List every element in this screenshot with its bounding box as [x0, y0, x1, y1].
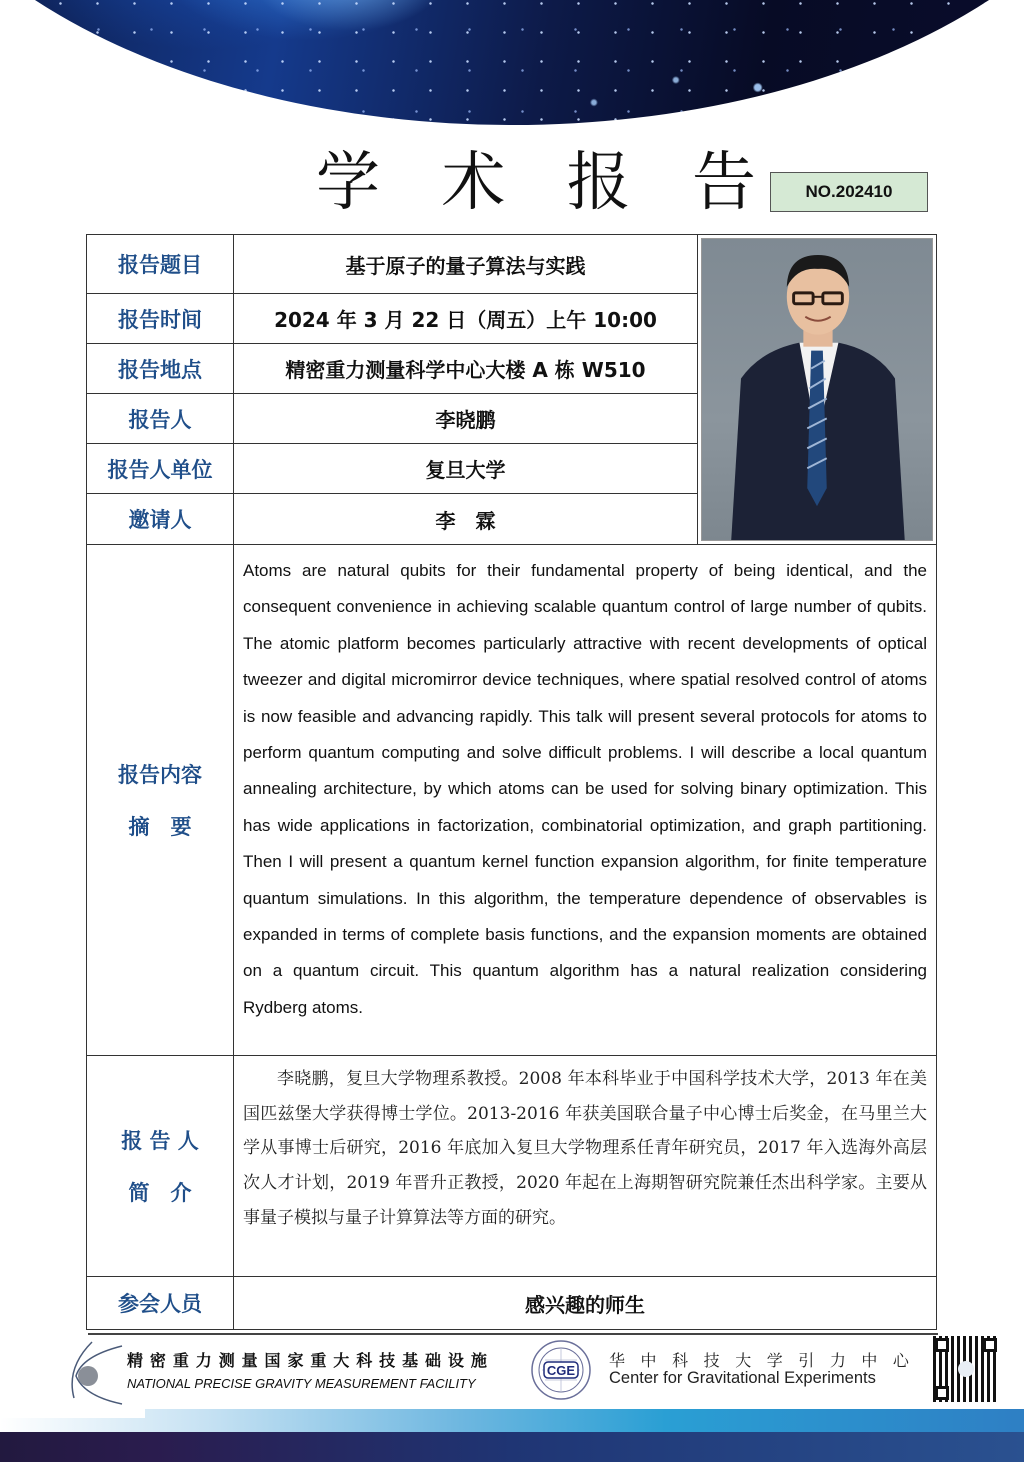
label-bio [87, 1056, 234, 1276]
title-char: 大 [735, 1351, 752, 1370]
title-char: 重 [310, 1351, 327, 1370]
label-topic: 报告题目 [87, 235, 234, 293]
value-time: 2024 年 3 月 22 日（周五）上午 10:00 [274, 308, 657, 332]
title-char: 国 [264, 1351, 281, 1370]
title-char: 基 [402, 1351, 419, 1370]
value-inviter: 李 霖 [435, 508, 496, 533]
center-name-cn [609, 1348, 909, 1371]
row-topic [87, 235, 697, 294]
footer-divider [88, 1333, 938, 1335]
title-char: 力 [195, 1351, 212, 1370]
facility-name-en: NATIONAL PRECISE GRAVITY MEASUREMENT FACILITY [127, 1376, 476, 1391]
title-char: 设 [447, 1351, 464, 1370]
report-info-table [86, 234, 937, 1330]
label-bio-line1: 报 告 人 [121, 1129, 199, 1153]
row-bio [87, 1056, 936, 1277]
title-char: 重 [172, 1351, 189, 1370]
gravity-facility-logo-icon [64, 1338, 124, 1408]
title-char: 心 [892, 1351, 909, 1370]
label-abstract-line1: 报告内容 [118, 763, 202, 787]
star-field [0, 0, 1024, 125]
band-notch [0, 1409, 145, 1418]
title-char: 报 [566, 146, 631, 220]
speaker-photo-cell [697, 235, 936, 544]
galaxy-banner-frame [0, 0, 1024, 125]
value-speaker: 李晓鹏 [435, 408, 496, 432]
label-abstract-line2: 摘 要 [128, 815, 192, 839]
info-rows [87, 235, 697, 544]
title-char: 中 [861, 1351, 878, 1370]
report-number-badge: NO.202410 [770, 172, 928, 212]
row-affiliation [87, 444, 697, 494]
label-affiliation: 报告人单位 [87, 444, 234, 493]
row-attendees [87, 1277, 936, 1329]
label-time: 报告时间 [87, 294, 234, 343]
page-title [316, 138, 756, 228]
row-abstract [87, 545, 936, 1056]
abstract-text: Atoms are natural qubits for their fundamental property of being identical, and the consequent convenience in achieving scalable quantum control of large number of qubits. The atomic platform becomes particularly attractive with recent developments of optical tweezer and digital micromirror device techniques, where spatial resolved control of atoms is now feasible and advancing rapidly. This talk will present several protocols for atoms to perform quantum computing and solve difficult problems. I will describe a local quantum annealing architecture, by which atoms can be used for solving binary optimization. This has wide applications in factorization, combinatorial optimization, and graph partitioning. Then I will present a quantum kernel function expansion algorithm, for finite temperature quantum simulations. In this algorithm, the temperature dependence of observables is expanded in terms of complete basis functions, and the expansion moments are obtained on a quantum circuit. This quantum algorithm has a natural realization considering Rydberg atoms. [243, 561, 927, 1017]
label-attendees: 参会人员 [87, 1277, 234, 1329]
value-attendees: 感兴趣的师生 [525, 1292, 645, 1317]
label-abstract [87, 545, 234, 1055]
title-char: 测 [218, 1351, 235, 1370]
value-location: 精密重力测量科学中心大楼 A 栋 W510 [285, 358, 646, 382]
row-speaker [87, 394, 697, 444]
qr-finder-icon [935, 1386, 949, 1400]
label-speaker: 报告人 [87, 394, 234, 443]
title-char: 华 [609, 1351, 626, 1370]
info-top-section [87, 235, 936, 545]
footer-band-dark [0, 1432, 1024, 1462]
qr-finder-icon [935, 1338, 949, 1352]
row-inviter [87, 494, 697, 544]
title-char: 密 [149, 1351, 166, 1370]
value-topic: 基于原子的量子算法与实践 [345, 253, 586, 278]
qr-code[interactable] [933, 1336, 999, 1402]
cge-logo-text: CGE [546, 1363, 576, 1378]
galaxy-banner [0, 0, 1024, 125]
title-char: 术 [441, 146, 506, 220]
title-char: 技 [703, 1351, 720, 1370]
title-char: 力 [829, 1351, 846, 1370]
title-char: 科 [672, 1351, 689, 1370]
title-char: 大 [333, 1351, 350, 1370]
center-name-en: Center for Gravitational Experiments [609, 1369, 876, 1387]
title-char: 精 [127, 1351, 144, 1370]
title-char: 技 [379, 1351, 396, 1370]
row-time [87, 294, 697, 344]
speaker-photo [701, 238, 933, 541]
title-char: 学 [316, 146, 380, 220]
cge-seal-logo [530, 1339, 592, 1401]
title-char: 学 [766, 1351, 783, 1370]
title-char: 科 [356, 1351, 373, 1370]
title-char: 施 [470, 1351, 487, 1370]
label-bio-line2: 简 介 [128, 1181, 192, 1205]
label-location: 报告地点 [87, 344, 234, 393]
bio-text: 李晓鹏，复旦大学物理系教授。2008 年本科毕业于中国科学技术大学，2013 年在美国匹兹堡大学获得博士学位。2013-2016 年获美国联合量子中心博士后奖金，在马里兰大学从事博士后研究，2016 年底加入复旦大学物理系任青年研究员，2017 年入选海外高层次人才计划，2019 年晋升正教授，2020 年起在上海期智研究院兼任杰出科学家。主要从事量子模拟与量子计算算法等方面的研究。 [243, 1069, 927, 1228]
footer-band-light [0, 1409, 1024, 1432]
title-char: 引 [798, 1351, 815, 1370]
qr-finder-icon [983, 1338, 997, 1352]
qr-center-logo-icon [958, 1361, 974, 1377]
facility-name-cn [127, 1348, 487, 1371]
title-char: 础 [424, 1351, 441, 1370]
title-char: 中 [640, 1351, 657, 1370]
title-char: 告 [691, 146, 756, 220]
row-location [87, 344, 697, 394]
value-affiliation: 复旦大学 [425, 458, 506, 482]
title-char: 量 [241, 1351, 258, 1370]
speaker-portrait-icon [702, 239, 932, 540]
title-char: 家 [287, 1351, 304, 1370]
label-inviter: 邀请人 [87, 494, 234, 544]
